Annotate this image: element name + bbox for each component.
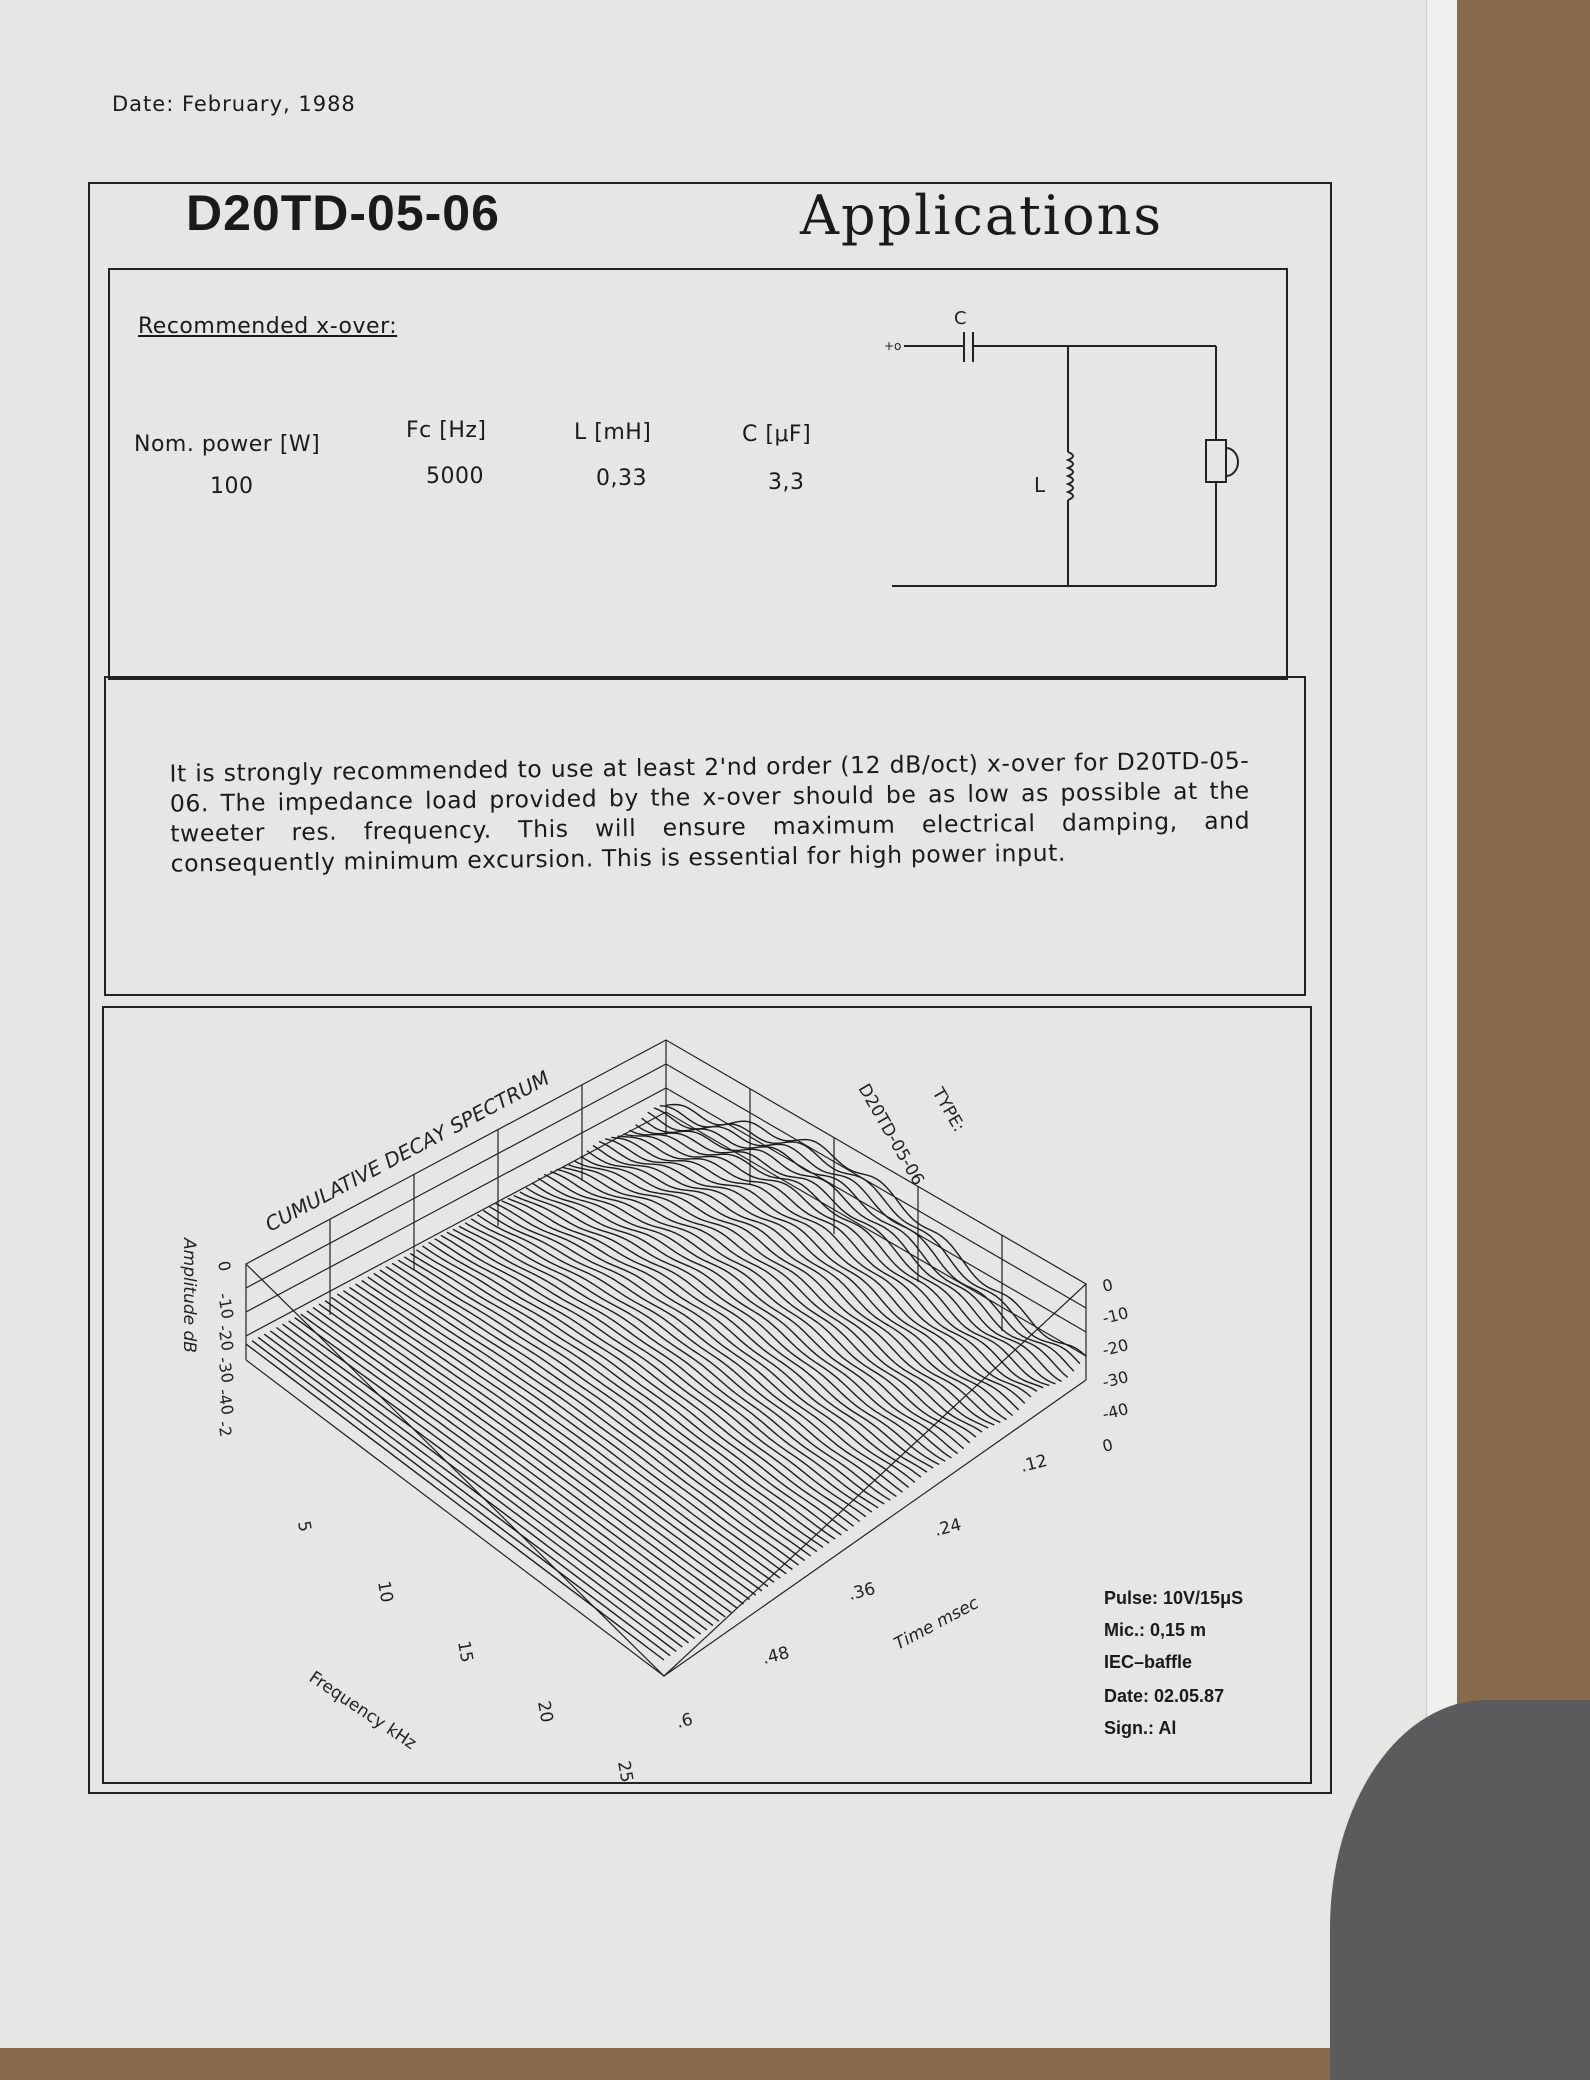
time-ticks <box>674 1451 1049 1733</box>
signature-info: Sign.: Al <box>1104 1718 1177 1738</box>
decay-slice <box>264 1334 682 1647</box>
decay-slice <box>289 1321 707 1630</box>
svg-text:+o: +o <box>884 339 902 353</box>
decay-slice <box>368 1277 787 1574</box>
time-tick: .48 <box>760 1642 792 1669</box>
col-header-l: L [mH] <box>574 420 652 445</box>
frequency-label: Frequency kHz <box>305 1667 420 1754</box>
type-value: D20TD-05-06 <box>853 1080 928 1189</box>
baffle-info: IEC–baffle <box>1104 1652 1193 1672</box>
right-amplitude-tick: 0 <box>1100 1274 1115 1296</box>
model-title: D20TD-05-06 <box>186 185 500 241</box>
frequency-tick: 10 <box>373 1579 397 1605</box>
decay-slice <box>569 1165 989 1428</box>
frequency-tick: 15 <box>453 1639 477 1665</box>
document-date: Date: February, 1988 <box>112 92 356 116</box>
capacitor-label: C <box>954 308 967 329</box>
inductor-coil <box>1068 452 1073 500</box>
section-title: Applications <box>800 184 1164 247</box>
decay-spectrum-chart <box>150 1020 1330 1785</box>
decay-slice <box>301 1314 719 1621</box>
measure-date: Date: 02.05.87 <box>1104 1686 1225 1706</box>
col-header-power: Nom. power [W] <box>134 432 321 457</box>
right-amplitude-tick: -10 <box>1100 1303 1131 1328</box>
frequency-tick: 25 <box>613 1759 637 1785</box>
decay-slice <box>575 1161 995 1425</box>
decay-slice <box>258 1338 676 1652</box>
value-l: 0,33 <box>596 466 647 491</box>
amplitude-ticks <box>214 1259 237 1438</box>
pulse-info: Pulse: 10V/15μS <box>1104 1588 1244 1608</box>
col-header-fc: Fc [Hz] <box>406 418 487 443</box>
value-power: 100 <box>210 474 254 499</box>
time-tick: .12 <box>1018 1450 1050 1477</box>
right-amplitude-ticks <box>1100 1275 1130 1456</box>
chart-title: CUMULATIVE DECAY SPECTRUM <box>261 1065 554 1237</box>
frequency-ticks <box>293 1519 636 1784</box>
amplitude-label: Amplitude dB <box>179 1238 199 1353</box>
recommendation-text: It is strongly recommended to use at least 2'nd order (12 dB/oct) x-over for D20TD-05-06. The impedance load provided by the x-over should be as low as possible at the tweeter res. frequency. This will ensure maximum electrical damping, and consequently minimum excursion. This is essential for high power input. <box>169 746 1251 878</box>
frequency-tick: 20 <box>533 1699 557 1725</box>
amplitude-tick: -30 <box>214 1355 238 1385</box>
frequency-tick: 5 <box>293 1519 315 1534</box>
right-amplitude-tick: 0 <box>1100 1434 1115 1456</box>
time-label: Time msec <box>890 1593 983 1655</box>
time-tick: .6 <box>674 1709 695 1733</box>
decay-slice <box>276 1328 694 1639</box>
decay-slice <box>617 1136 1037 1391</box>
right-amplitude-tick: -40 <box>1100 1399 1131 1424</box>
value-fc: 5000 <box>426 464 484 489</box>
inductor-label: L <box>1034 473 1046 497</box>
col-header-c: C [μF] <box>742 422 812 447</box>
amplitude-tick: -20 <box>214 1323 238 1353</box>
right-amplitude-tick: -30 <box>1100 1367 1131 1392</box>
amplitude-tick: -2 <box>214 1419 236 1439</box>
time-tick: .36 <box>846 1578 878 1605</box>
decay-slice <box>630 1130 1050 1385</box>
amplitude-tick: 0 <box>214 1259 235 1273</box>
crossover-heading: Recommended x-over: <box>138 314 398 339</box>
mic-info: Mic.: 0,15 m <box>1104 1620 1207 1640</box>
type-label: TYPE: <box>927 1084 969 1136</box>
amplitude-tick: -40 <box>214 1387 238 1417</box>
decay-slice <box>283 1324 701 1634</box>
tweeter-symbol <box>1206 440 1226 482</box>
crossover-schematic <box>880 300 1260 600</box>
time-tick: .24 <box>932 1514 964 1541</box>
waterfall-traces <box>246 1105 1086 1661</box>
amplitude-tick: -10 <box>214 1291 238 1321</box>
value-c: 3,3 <box>768 470 805 495</box>
decay-slice <box>270 1331 688 1643</box>
right-amplitude-tick: -20 <box>1100 1335 1131 1360</box>
